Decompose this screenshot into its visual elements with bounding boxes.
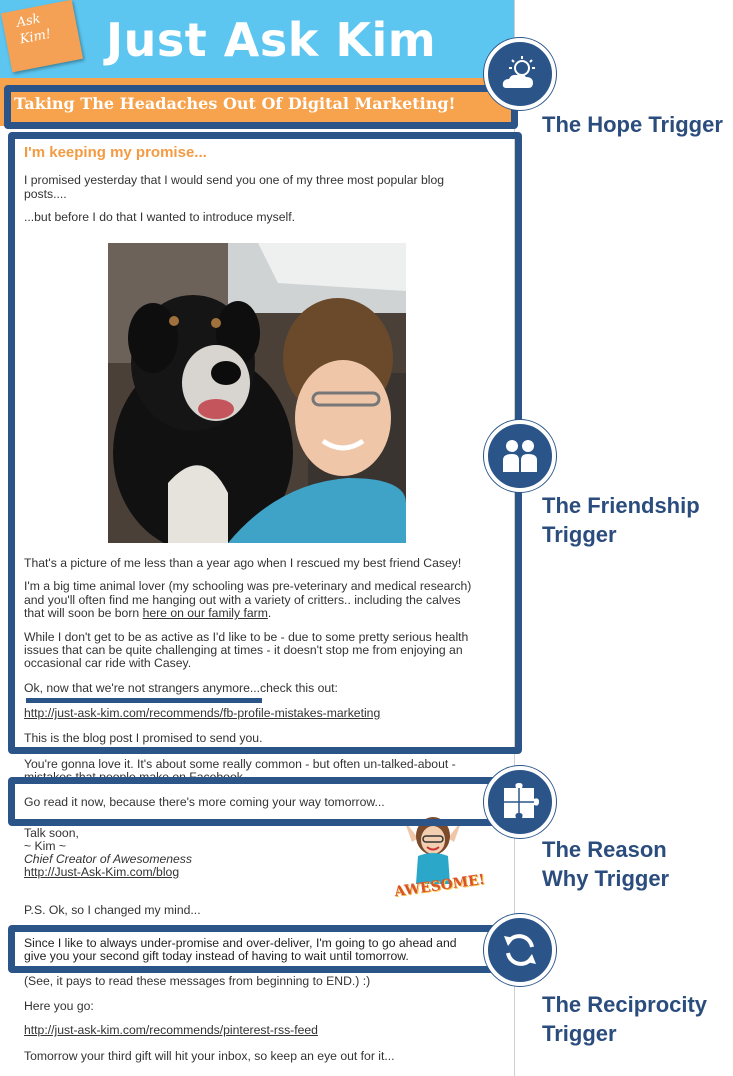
email-header [0, 0, 514, 78]
paragraph-line: issues that can be quite challenging at times - it doesn't stop me from enjoying an [24, 643, 463, 657]
paragraph-line: posts.... [24, 187, 67, 201]
blog-post-link[interactable]: http://just-ask-kim.com/recommends/fb-profile-mistakes-marketing [24, 706, 381, 720]
sticky-note-text: Ask Kim! [15, 11, 53, 48]
paragraph-line: Here you go: [24, 999, 94, 1013]
friendship-trigger-label-line1: The Friendship [542, 493, 700, 518]
pinterest-link[interactable]: http://just-ask-kim.com/recommends/pinterest-rss-feed [24, 1023, 318, 1037]
two-people-icon [500, 436, 540, 476]
awesome-bitmoji [392, 812, 486, 916]
paragraph-line: and you'll often find me hanging out with a variety of critters.. including the calves [24, 593, 461, 607]
paragraph-line: I promised yesterday that I would send you one of my three most popular blog [24, 173, 445, 187]
signoff-line: Talk soon, [24, 826, 79, 840]
friendship-trigger-badge [484, 420, 556, 492]
reciprocity-trigger-label-line2: Trigger [542, 1021, 617, 1046]
signoff-line: ~ Kim ~ [24, 839, 66, 853]
paragraph-line: I'm a big time animal lover (my schooling was pre-veterinary and medical research) [24, 579, 472, 593]
paragraph-line: give you your second gift today instead of having to wait until tomorrow. [24, 949, 409, 963]
paragraph-line: ...but before I do that I wanted to introduce myself. [24, 210, 295, 224]
puzzle-piece-icon [500, 782, 540, 822]
paragraph-line: You're gonna love it. It's about some really common - but often un-talked-about - [24, 757, 456, 771]
sun-cloud-icon [500, 54, 540, 94]
bitmoji-text: AWESOME! [393, 871, 486, 901]
refresh-arrows-icon [500, 930, 540, 970]
reciprocity-trigger-badge [484, 914, 556, 986]
tagline-text: Taking The Headaches Out Of Digital Marketing! [14, 94, 456, 113]
paragraph-text: that will soon be born [24, 606, 143, 620]
paragraph-text: . [267, 606, 272, 620]
paragraph-line: Tomorrow your third gift will hit your inbox, so keep an eye out for it... [24, 1049, 395, 1063]
paragraph-line: This is the blog post I promised to send you. [24, 731, 263, 745]
reciprocity-trigger-label-line1: The Reciprocity [542, 992, 708, 1017]
paragraph-line: mistakes that people make on Facebook. [24, 770, 247, 784]
paragraph-text: ...check this out: [249, 681, 338, 695]
hope-trigger-badge [484, 38, 556, 110]
reason-trigger-badge [484, 766, 556, 838]
paragraph-line: occasional car ride with Casey. [24, 656, 192, 670]
family-farm-link[interactable]: here on our family farm [142, 606, 268, 620]
paragraph-line: Since I like to always under-promise and over-deliver, I'm going to go ahead and [24, 936, 457, 950]
photo-caption: That's a picture of me less than a year ago when I rescued my best friend Casey! [24, 556, 462, 570]
reason-trigger-label-line2: Why Trigger [542, 866, 670, 891]
hope-trigger-frame [4, 85, 518, 129]
friendship-trigger-label-line2: Trigger [542, 522, 617, 547]
paragraph-line: While I don't get to be as active as I'd like to be - due to some pretty serious health [24, 630, 469, 644]
brand-title: Just Ask Kim [106, 13, 437, 67]
reason-trigger-frame [8, 777, 522, 826]
signoff-title: Chief Creator of Awesomeness [24, 852, 192, 866]
email-heading: I'm keeping my promise... [24, 144, 207, 161]
strangers-text: Ok, now that we're not strangers anymore [24, 681, 250, 695]
paragraph-line: Go read it now, because there's more coming your way tomorrow... [24, 795, 385, 809]
hope-trigger-label: The Hope Trigger [542, 112, 723, 137]
ps-line: P.S. Ok, so I changed my mind... [24, 903, 201, 917]
signoff-blog-link[interactable]: http://Just-Ask-Kim.com/blog [24, 865, 180, 879]
reason-trigger-label-line1: The Reason [542, 837, 667, 862]
reciprocity-trigger-frame [8, 925, 522, 973]
paragraph-line: (See, it pays to read these messages from beginning to END.) :) [24, 974, 371, 988]
friendship-trigger-frame [8, 132, 522, 754]
bitmoji-illustration [392, 812, 474, 916]
